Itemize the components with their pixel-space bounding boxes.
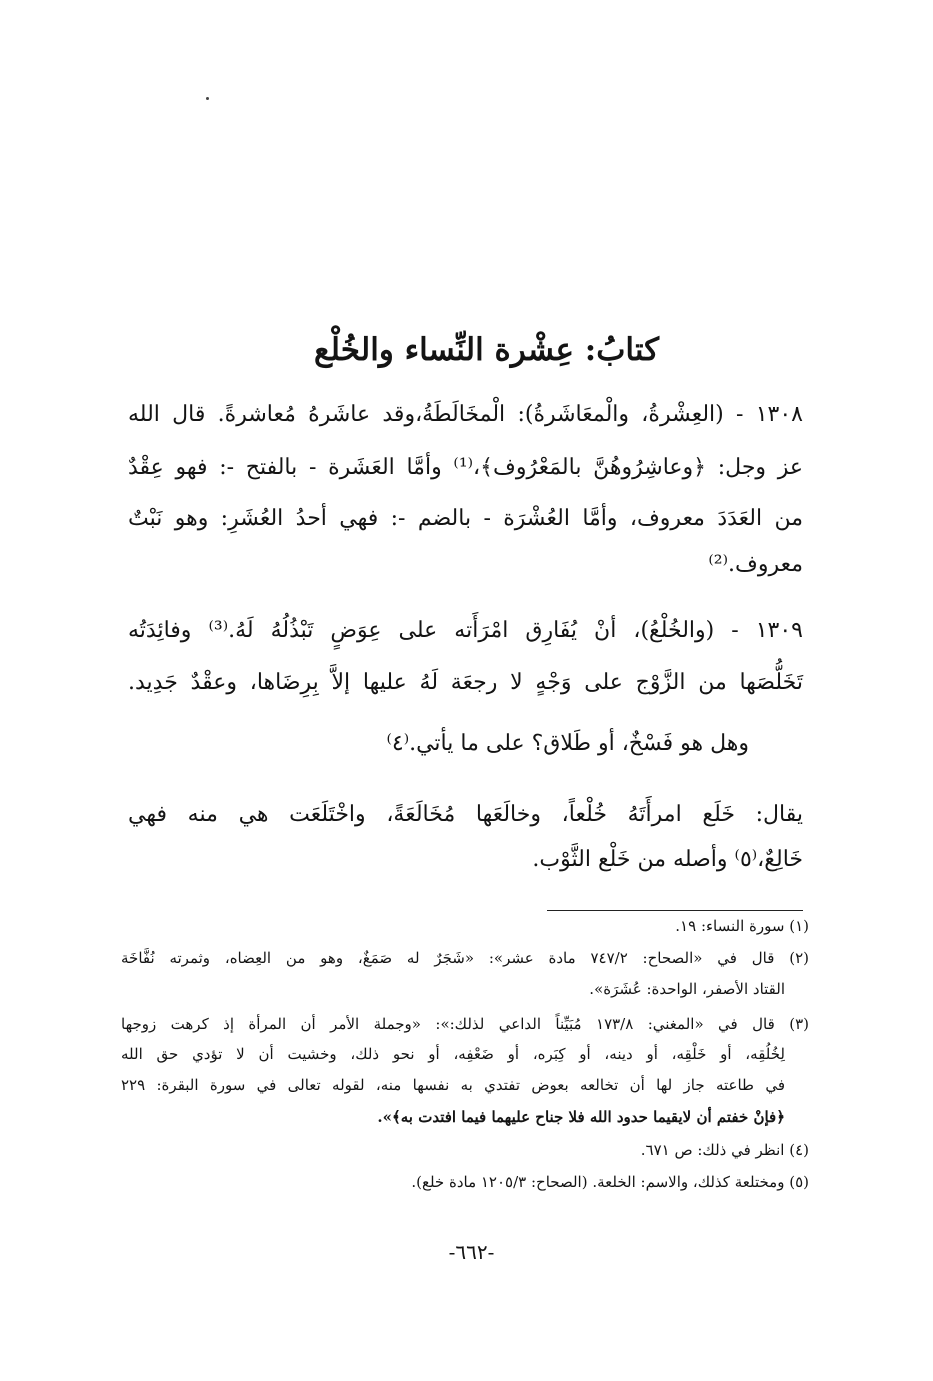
footnote-3-line-2: لِخُلُقِه، أو خَلْقِه، أو دينه، أو كِبَره، أو ضَعْفِه، أو نحو ذلك، وخشيت أن لا تؤدي حق الله — [121, 1045, 785, 1063]
footnote-1: (١) سورة النساء: ١٩. — [675, 917, 809, 935]
footnote-3-line-1: (٣) قال في «المغني: ١٧٣/٨ مُبَيِّناً الداعي لذلك:»: «وجملة الأمر أن المرأة إذ كرهت زوجها — [121, 1015, 809, 1033]
entry-1309-line-4: يقال: خَلَع امرأَتَهُ خُلْعاً، وخالَعَها مُخَالَعَةً، واخْتَلَعَت هي منه فهي — [128, 802, 803, 827]
entry-1308-line-3: من العَدَدَ معروف، وأمَّا العُشْرَة - بالضم -: فهي أحدُ العُشَرِ: وهو نَبْتٌ — [128, 506, 803, 531]
footnote-5: (٥) ومختلعة كذلك، والاسم: الخلعة. (الصحاح: ١٢٠٥/٣ مادة خلع). — [411, 1173, 809, 1191]
footnote-3-line-3: في طاعته جاز لها أن تخالعه بعوض تفتدي به نفسها منه، لقوله تعالى في سورة البقرة: ٢٢٩ — [121, 1076, 785, 1094]
entry-1309-line-1: ١٣٠٩ - (والخُلْعُ)، أنْ يُفَارِق امْرَأَته على عِوَضٍ تَبْذُلُهُ لَهُ.⁽³⁾ وفائِدَتُه — [128, 618, 803, 643]
scan-speck — [206, 97, 209, 100]
chapter-title: كتابُ: عِشْرة النِّساء والخُلْع — [314, 332, 659, 368]
entry-1308-line-4: معروف.⁽²⁾ — [708, 552, 803, 577]
entry-1308-line-2: عز وجل: ﴿وعاشِرُوهُنَّ بالمَعْرُوف﴾،⁽¹⁾ وأمَّا العَشَرة - بالفتح -: فهو عِقْدٌ — [128, 455, 803, 480]
entry-1309-line-2: تَخَلُّصَها من الزَّوْج على وَجْهٍ لا رجعَة لَهُ عليها إلاَّ بِرِضَاها، وعقْدٌ جَدِيد. — [128, 670, 803, 695]
entry-1308-line-1: ١٣٠٨ - (العِشْرةُ، والْمعَاشَرةُ): الْمخَالَطَةُ،وقد عاشَرهُ مُعاشرةً. قال الله — [128, 402, 803, 427]
entry-1309-line-5: خَالِعٌ،⁽٥⁾ وأصله من خَلْع الثَّوْب. — [532, 847, 803, 872]
entry-1309-line-3: وهل هو فَسْخٌ، أو طَلاق؟ على ما يأتي.⁽٤⁾ — [386, 731, 749, 756]
footnote-2-line-2: القتاد الأصفر، الواحدة: عُشَرَة». — [589, 980, 785, 998]
footnote-4: (٤) انظر في ذلك: ص ٦٧١. — [640, 1141, 809, 1159]
footnote-separator — [547, 910, 803, 911]
footnote-2-line-1: (٢) قال في «الصحاح: ٧٤٧/٢ مادة عشر»: «شَجَرٌ له صَمَغٌ، وهو من العِضاه، وثمرته نُفَّاخَة — [121, 949, 809, 967]
page-number: -٦٦٢- — [448, 1240, 495, 1264]
footnote-3-line-4: ﴿فإنْ خفتم أن لايقيما حدود الله فلا جناح عليهما فيما افتدت به﴾». — [377, 1108, 785, 1126]
